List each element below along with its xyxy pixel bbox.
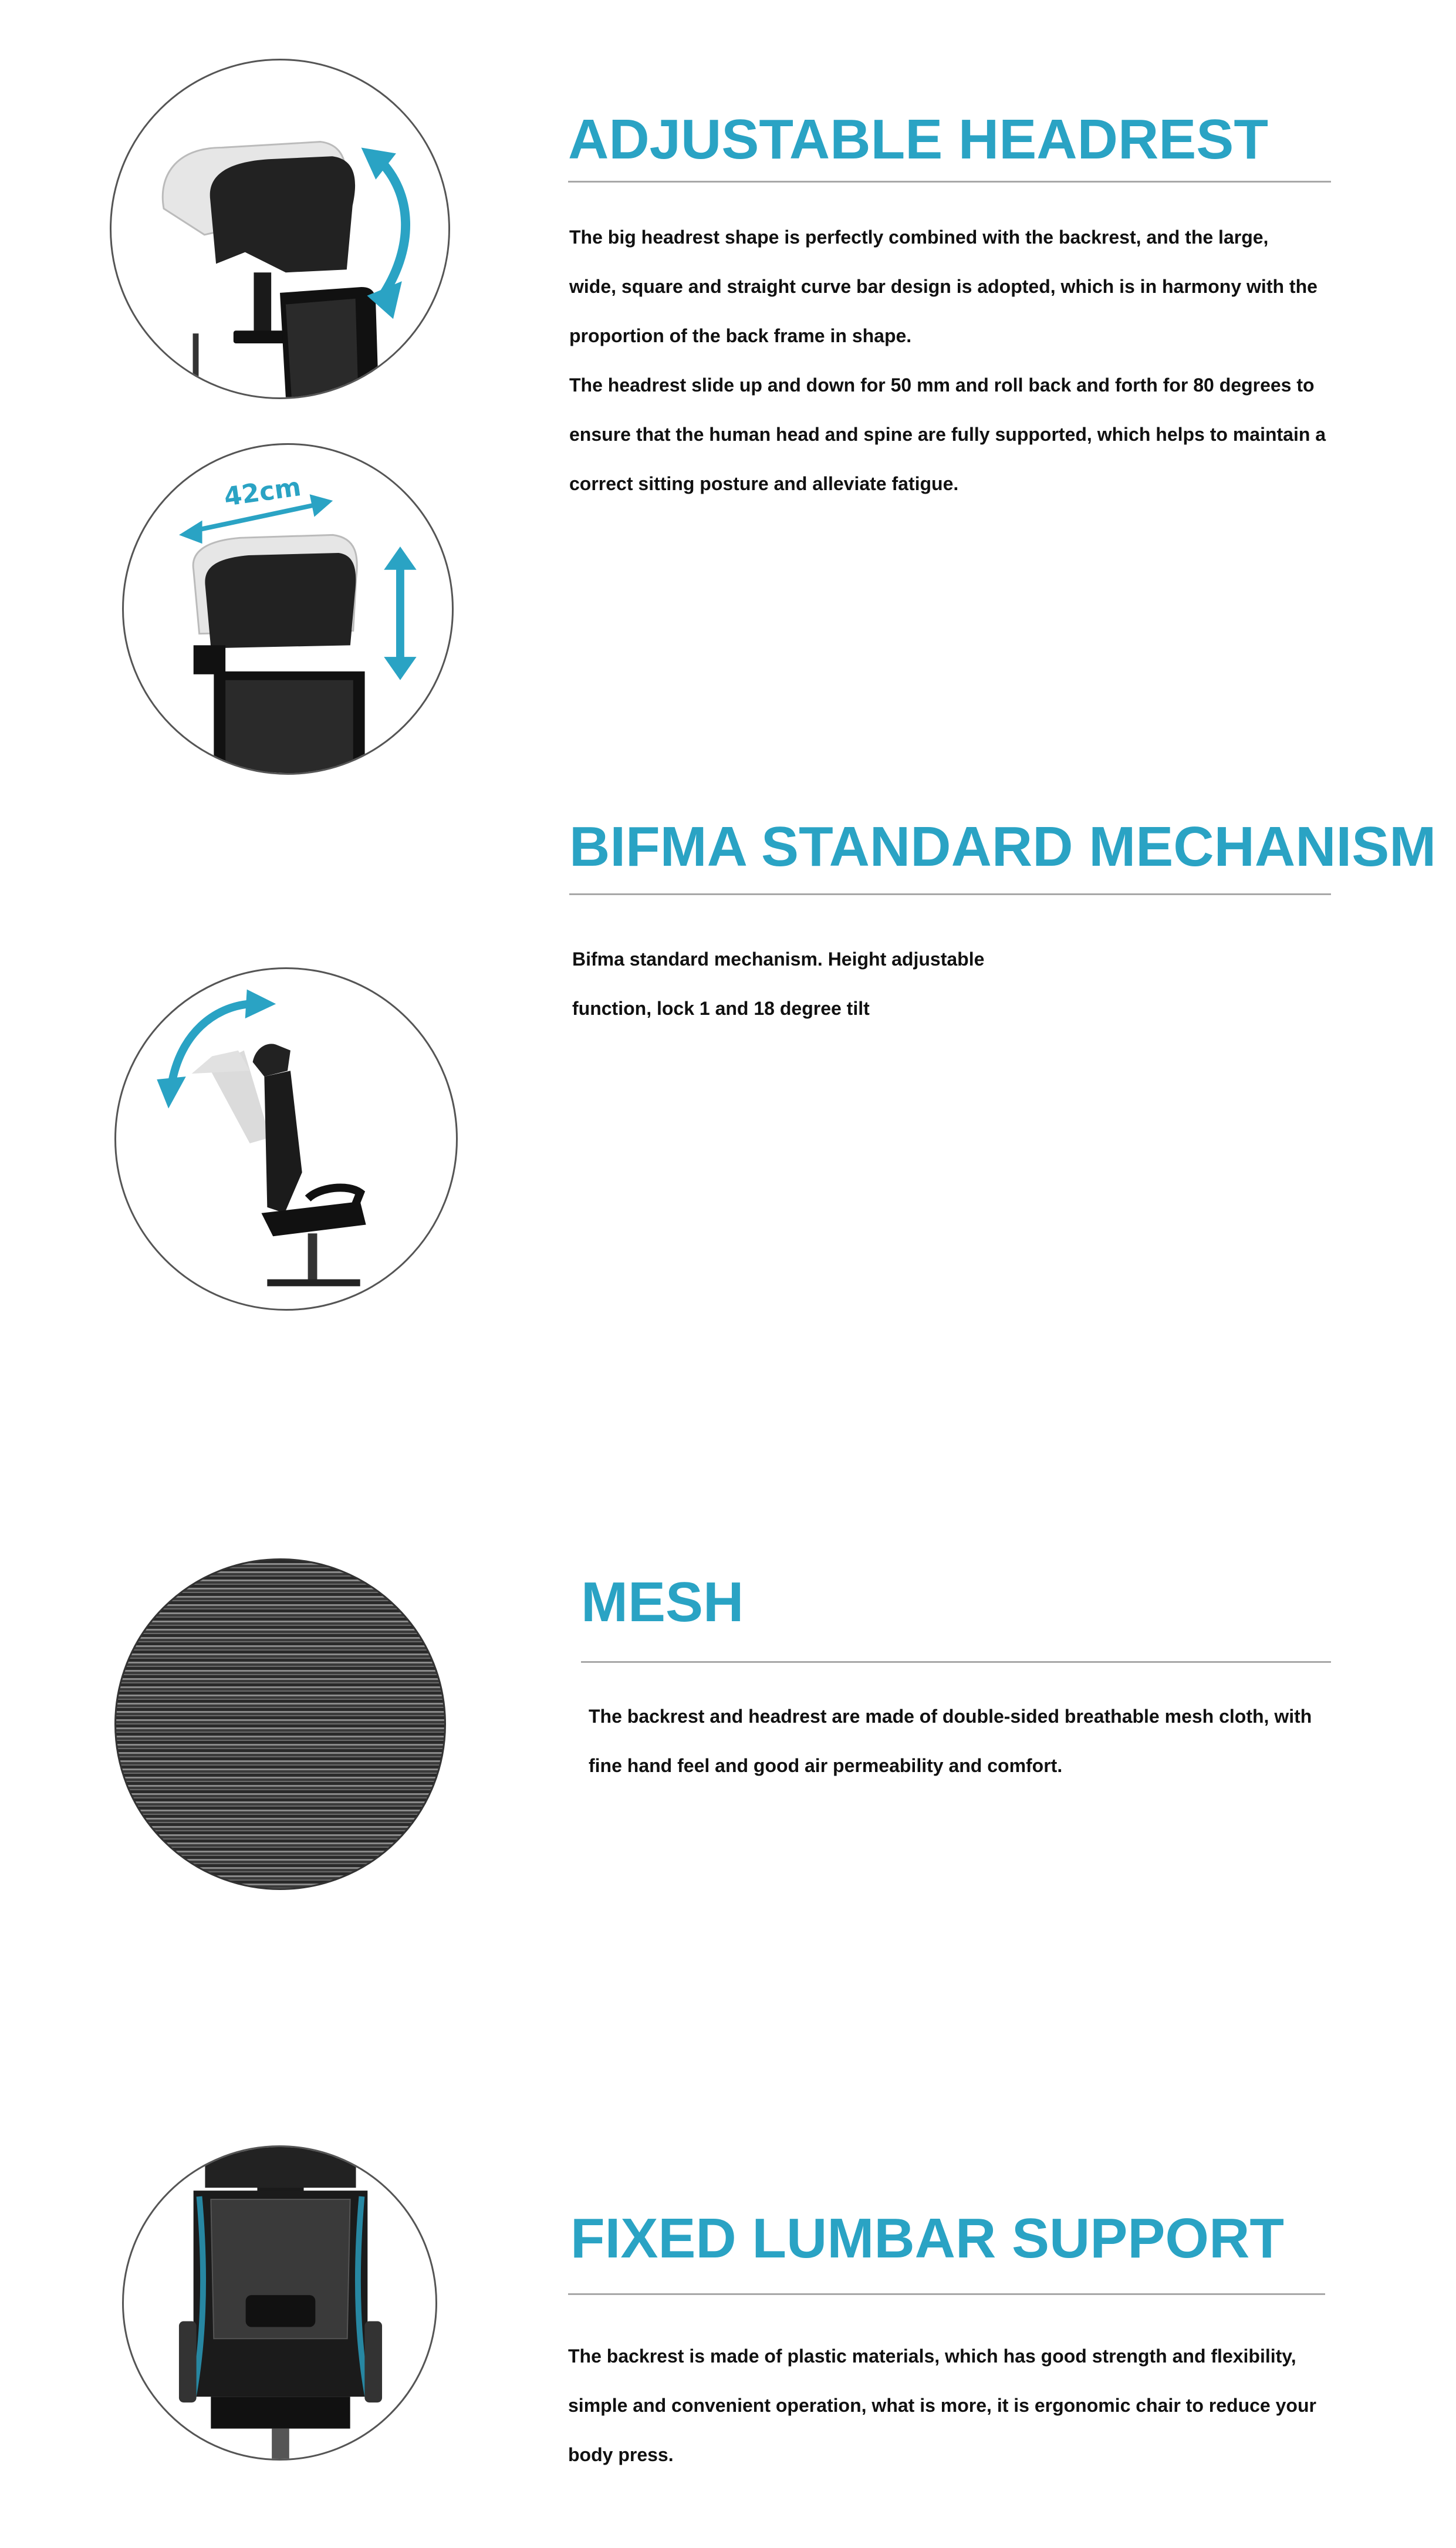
description-line: simple and convenient operation, what is more, it is ergonomic chair to reduce your bbox=[568, 2395, 1316, 2416]
section-title-lumbar: FIXED LUMBAR SUPPORT bbox=[570, 2207, 1285, 2270]
section-divider bbox=[568, 181, 1331, 183]
section-title-mesh: MESH bbox=[581, 1571, 744, 1634]
description-line: The big headrest shape is perfectly combined with the backrest, and the large, bbox=[569, 227, 1269, 248]
width-label: 42cm bbox=[222, 472, 303, 512]
section-title-headrest: ADJUSTABLE HEADREST bbox=[568, 108, 1268, 171]
curved-double-arrow-icon bbox=[379, 159, 406, 293]
headrest-tilt-image bbox=[110, 59, 450, 399]
mesh-texture-image bbox=[114, 1558, 446, 1890]
description-line: body press. bbox=[568, 2444, 674, 2465]
description-line: The headrest slide up and down for 50 mm and roll back and forth for 80 degrees to bbox=[569, 374, 1315, 396]
vertical-double-arrow-icon bbox=[384, 546, 416, 680]
section-divider bbox=[568, 2293, 1325, 2295]
description-line: proportion of the back frame in shape. bbox=[569, 325, 912, 346]
description-line: The backrest and headrest are made of double-sided breathable mesh cloth, with bbox=[589, 1706, 1312, 1727]
section-description bbox=[589, 1692, 1312, 1790]
headrest-tilt-illustration bbox=[112, 60, 448, 397]
description-line: fine hand feel and good air permeability and comfort. bbox=[589, 1755, 1063, 1776]
description-line: wide, square and straight curve bar design is adopted, which is in harmony with the bbox=[569, 276, 1318, 297]
section-divider bbox=[581, 1661, 1331, 1663]
lumbar-back-illustration bbox=[124, 2147, 435, 2459]
section-description bbox=[569, 212, 1326, 508]
headrest-height-image bbox=[122, 443, 454, 775]
description-line: The backrest is made of plastic materials, which has good strength and flexibility, bbox=[568, 2345, 1296, 2367]
description-line: correct sitting posture and alleviate fatigue. bbox=[569, 473, 959, 494]
lumbar-back-image bbox=[122, 2145, 437, 2461]
chair-tilt-illustration bbox=[116, 969, 456, 1309]
description-line: ensure that the human head and spine are fully supported, which helps to maintain a bbox=[569, 424, 1326, 445]
chair-tilt-image bbox=[114, 967, 458, 1311]
section-title-mechanism: BIFMA STANDARD MECHANISM bbox=[569, 815, 1437, 878]
description-line: Bifma standard mechanism. Height adjustable bbox=[572, 949, 985, 970]
description-line: function, lock 1 and 18 degree tilt bbox=[572, 998, 870, 1019]
section-divider bbox=[569, 893, 1331, 895]
headrest-height-illustration bbox=[124, 445, 452, 773]
section-description bbox=[572, 934, 984, 1033]
section-description bbox=[568, 2331, 1316, 2479]
